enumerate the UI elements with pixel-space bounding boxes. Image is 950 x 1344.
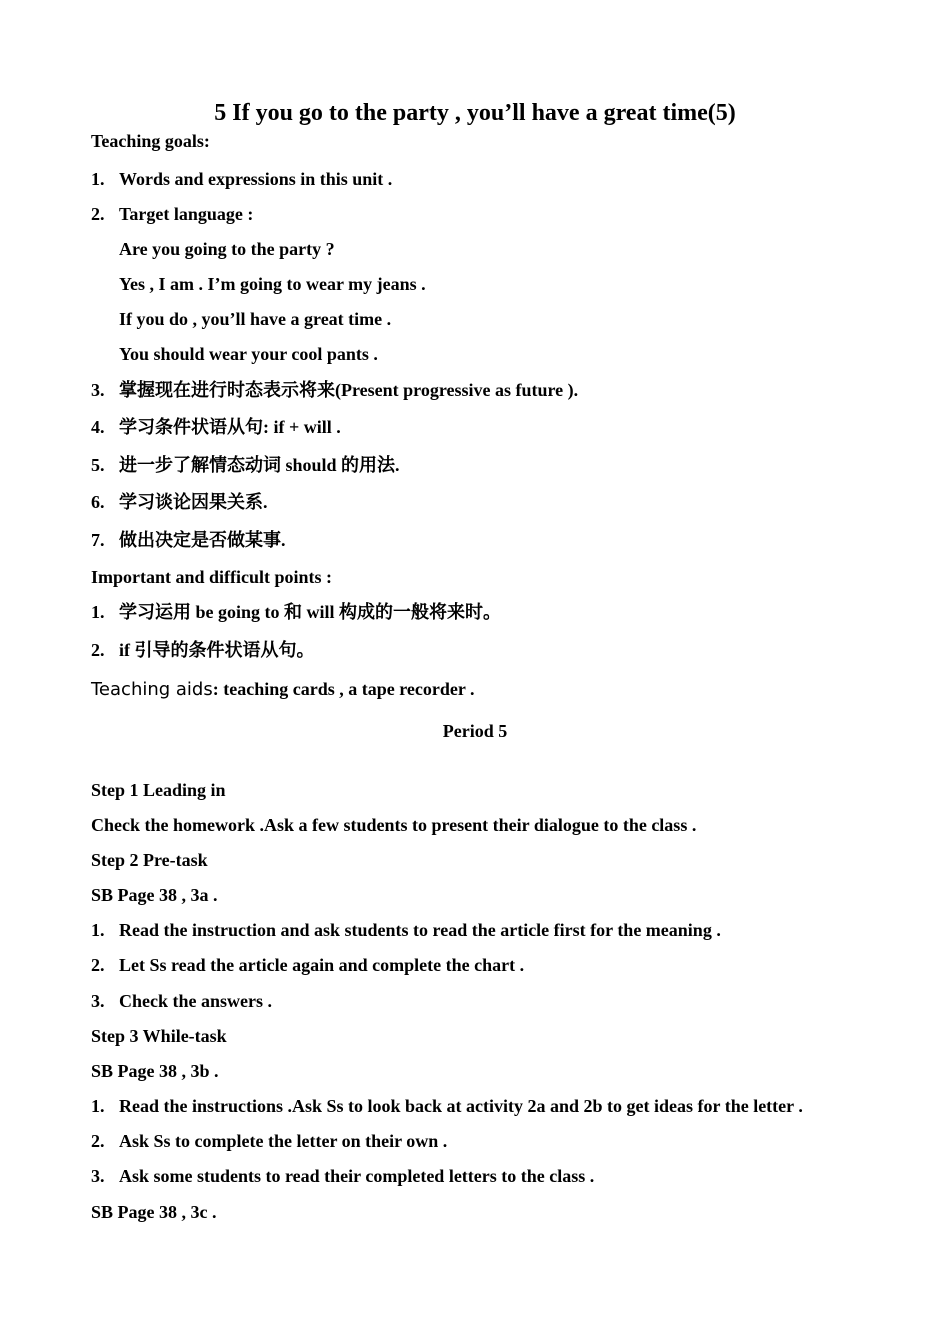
list-number: 7. xyxy=(91,530,105,550)
goal-item-7 xyxy=(91,529,286,551)
teaching-aids xyxy=(91,678,475,701)
goal-item-5 xyxy=(91,454,400,476)
step2-reference: SB Page 38 , 3a . xyxy=(91,885,218,905)
list-text: Read the instructions .Ask Ss to look back at activity 2a and 2b to get ideas for the letter . xyxy=(119,1096,803,1116)
list-number: 3. xyxy=(91,991,105,1011)
list-number: 1. xyxy=(91,1096,105,1116)
point-item-2 xyxy=(91,639,315,661)
list-text: Let Ss read the article again and complete the chart . xyxy=(119,955,525,975)
target-sentence: Yes , I am . I’m going to wear my jeans . xyxy=(119,274,426,294)
step3-reference: SB Page 38 , 3b . xyxy=(91,1061,219,1081)
list-text: 学习运用 be going to 和 will 构成的一般将来时。 xyxy=(119,602,502,622)
important-points-heading: Important and difficult points : xyxy=(91,567,333,587)
teaching-goals-heading: Teaching goals: xyxy=(91,131,210,151)
list-number: 3. xyxy=(91,380,105,400)
list-text: Read the instruction and ask students to read the article first for the meaning . xyxy=(119,920,721,940)
list-number: 2. xyxy=(91,640,105,660)
teaching-aids-label: Teaching aids xyxy=(91,679,213,700)
list-text: Ask some students to read their completed letters to the class . xyxy=(119,1166,595,1186)
step3-reference-2: SB Page 38 , 3c . xyxy=(91,1202,217,1222)
list-number: 2. xyxy=(91,955,105,975)
list-text: 学习条件状语从句: if + will . xyxy=(119,417,341,437)
step1-heading: Step 1 Leading in xyxy=(91,780,226,800)
goal-item-2 xyxy=(91,203,253,225)
step2-item-3 xyxy=(91,990,272,1012)
step3-item-1 xyxy=(91,1095,803,1117)
list-number: 1. xyxy=(91,169,105,189)
list-text: if 引导的条件状语从句。 xyxy=(119,640,315,660)
target-sentence: If you do , you’ll have a great time . xyxy=(119,309,392,329)
list-number: 2. xyxy=(91,204,105,224)
list-text: Words and expressions in this unit . xyxy=(119,169,393,189)
list-text: Ask Ss to complete the letter on their own . xyxy=(119,1131,448,1151)
list-text: Target language : xyxy=(119,204,254,224)
list-number: 3. xyxy=(91,1166,105,1186)
goal-item-4 xyxy=(91,416,341,438)
period-heading: Period 5 xyxy=(442,721,508,741)
list-text: 做出决定是否做某事. xyxy=(119,530,286,550)
step3-item-2 xyxy=(91,1130,447,1152)
goal-item-6 xyxy=(91,491,268,513)
point-item-1 xyxy=(91,601,501,623)
list-number: 6. xyxy=(91,492,105,512)
teaching-aids-text: : teaching cards , a tape recorder . xyxy=(212,679,475,699)
list-number: 4. xyxy=(91,417,105,437)
goal-item-1 xyxy=(91,168,392,190)
step1-text: Check the homework .Ask a few students to present their dialogue to the class . xyxy=(91,815,697,835)
step2-item-2 xyxy=(91,954,524,976)
target-sentence: Are you going to the party ? xyxy=(119,239,335,259)
step2-item-1 xyxy=(91,919,721,941)
list-number: 1. xyxy=(91,920,105,940)
list-text: 掌握现在进行时态表示将来(Present progressive as future ). xyxy=(119,380,579,400)
list-text: 进一步了解情态动词 should 的用法. xyxy=(119,455,400,475)
list-text: 学习谈论因果关系. xyxy=(119,492,268,512)
step3-heading: Step 3 While-task xyxy=(91,1026,227,1046)
list-number: 1. xyxy=(91,602,105,622)
page-title: 5 If you go to the party , you’ll have a great time(5) xyxy=(214,100,736,126)
goal-item-3 xyxy=(91,379,578,401)
target-sentence: You should wear your cool pants . xyxy=(119,344,378,364)
step2-heading: Step 2 Pre-task xyxy=(91,850,208,870)
list-number: 2. xyxy=(91,1131,105,1151)
list-number: 5. xyxy=(91,455,105,475)
list-text: Check the answers . xyxy=(119,991,272,1011)
step3-item-3 xyxy=(91,1165,594,1187)
